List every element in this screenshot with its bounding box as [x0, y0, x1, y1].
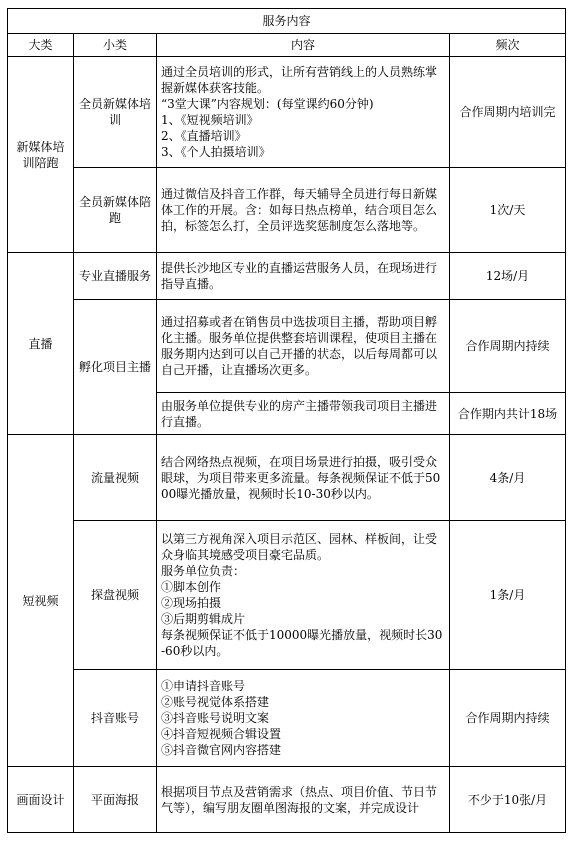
content-line: ③抖音账号说明文案 [161, 711, 270, 725]
content-cell [157, 767, 450, 833]
header-category: 大类 [8, 34, 74, 57]
subcategory-cell: 全员新媒体陪跑 [74, 168, 157, 253]
content-line: ①脚本创作 [161, 580, 222, 594]
content-cell [157, 521, 450, 670]
table-row [8, 767, 566, 833]
category-cell: 新媒体培训陪跑 [8, 57, 74, 253]
content-line: 3、《个人拍摄培训》 [161, 145, 271, 159]
content-line: 提供长沙地区专业的直播运营服务人员，在现场进行指导直播。 [161, 261, 438, 291]
content-line: ②现场拍摄 [161, 596, 222, 610]
header-subcategory: 小类 [74, 34, 157, 57]
content-line: ⑤抖音微官网内容搭建 [161, 743, 282, 757]
content-cell [157, 393, 450, 435]
table-row [8, 57, 566, 168]
frequency-cell: 合作周期内持续 [450, 670, 566, 767]
subcategory-cell: 平面海报 [74, 767, 157, 833]
header-content: 内容 [157, 34, 450, 57]
header-frequency: 频次 [450, 34, 566, 57]
frequency-cell: 4条/月 [450, 435, 566, 521]
subcategory-cell: 孵化项目主播 [74, 300, 157, 435]
table-row [8, 300, 566, 393]
category-cell: 直播 [8, 253, 74, 435]
content-line: “3堂大课”内容规划：(每堂课约60分钟) [161, 97, 374, 111]
frequency-cell: 合作周期内持续 [450, 300, 566, 393]
content-line: 每条视频保证不低于10000曝光播放量，视频时长30-60秒以内。 [161, 628, 443, 658]
service-table [7, 8, 566, 833]
content-line: ②账号视觉体系搭建 [161, 695, 270, 709]
content-line: 通过微信及抖音工作群，每天辅导全员进行每日新媒体工作的开展。含：如每日热点榜单，结合项目怎么拍，标签怎么打，全员评选奖惩制度怎么落地等。 [161, 187, 438, 233]
content-cell [157, 670, 450, 767]
table-row [8, 168, 566, 253]
category-cell: 画面设计 [8, 767, 74, 833]
subcategory-cell: 探盘视频 [74, 521, 157, 670]
content-cell [157, 168, 450, 253]
frequency-cell: 12场/月 [450, 253, 566, 300]
frequency-cell: 1次/天 [450, 168, 566, 253]
content-line: 1、《短视频培训》 [161, 113, 259, 127]
subcategory-cell: 专业直播服务 [74, 253, 157, 300]
frequency-cell: 合作期内共计18场 [450, 393, 566, 435]
content-line: 结合网络热点视频，在项目场景进行拍摄，吸引受众眼球，为项目带来更多流量。每条视频保证不低于5000曝光播放量，视频时长10-30秒以内。 [161, 454, 441, 501]
content-cell [157, 253, 450, 300]
table-row [8, 253, 566, 300]
category-cell: 短视频 [8, 435, 74, 767]
subcategory-cell: 抖音账号 [74, 670, 157, 767]
table-row [8, 521, 566, 670]
table-row [8, 435, 566, 521]
content-line: 以第三方视角深入项目示范区、园林、样板间，让受众身临其境感受项目豪宅品质。 [161, 532, 438, 562]
content-line: ④抖音短视频合辑设置 [161, 727, 282, 741]
table-row [8, 670, 566, 767]
subcategory-cell: 全员新媒体培训 [74, 57, 157, 168]
content-line: 服务单位负责： [161, 564, 246, 578]
content-line: ③后期剪辑成片 [161, 612, 246, 626]
content-line: 根据项目节点及营销需求（热点、项目价值、节日节气等），编写朋友圈单图海报的文案，并完成设计 [161, 784, 438, 815]
content-cell [157, 57, 450, 168]
frequency-cell: 1条/月 [450, 521, 566, 670]
content-cell [157, 435, 450, 521]
content-line: ①申请抖音账号 [161, 679, 246, 693]
table-title: 服务内容 [8, 9, 566, 34]
frequency-cell: 合作周期内培训完 [450, 57, 566, 168]
content-cell [157, 300, 450, 393]
content-line: 通过全员培训的形式，让所有营销线上的人员熟练掌握新媒体获客技能。 [161, 65, 438, 95]
frequency-cell: 不少于10张/月 [450, 767, 566, 833]
content-line: 由服务单位提供专业的房产主播带领我司项目主播进行直播。 [161, 398, 438, 429]
content-line: 通过招募或者在销售员中选拔项目主播，帮助项目孵化主播。服务单位提供整套培训课程，使项目主播在服务期内达到可以自己开播的状态，以后每周都可以自己开播，让直播场次更多。 [161, 315, 438, 377]
header-row [8, 34, 566, 57]
subcategory-cell: 流量视频 [74, 435, 157, 521]
content-line: 2、《直播培训》 [161, 129, 247, 143]
